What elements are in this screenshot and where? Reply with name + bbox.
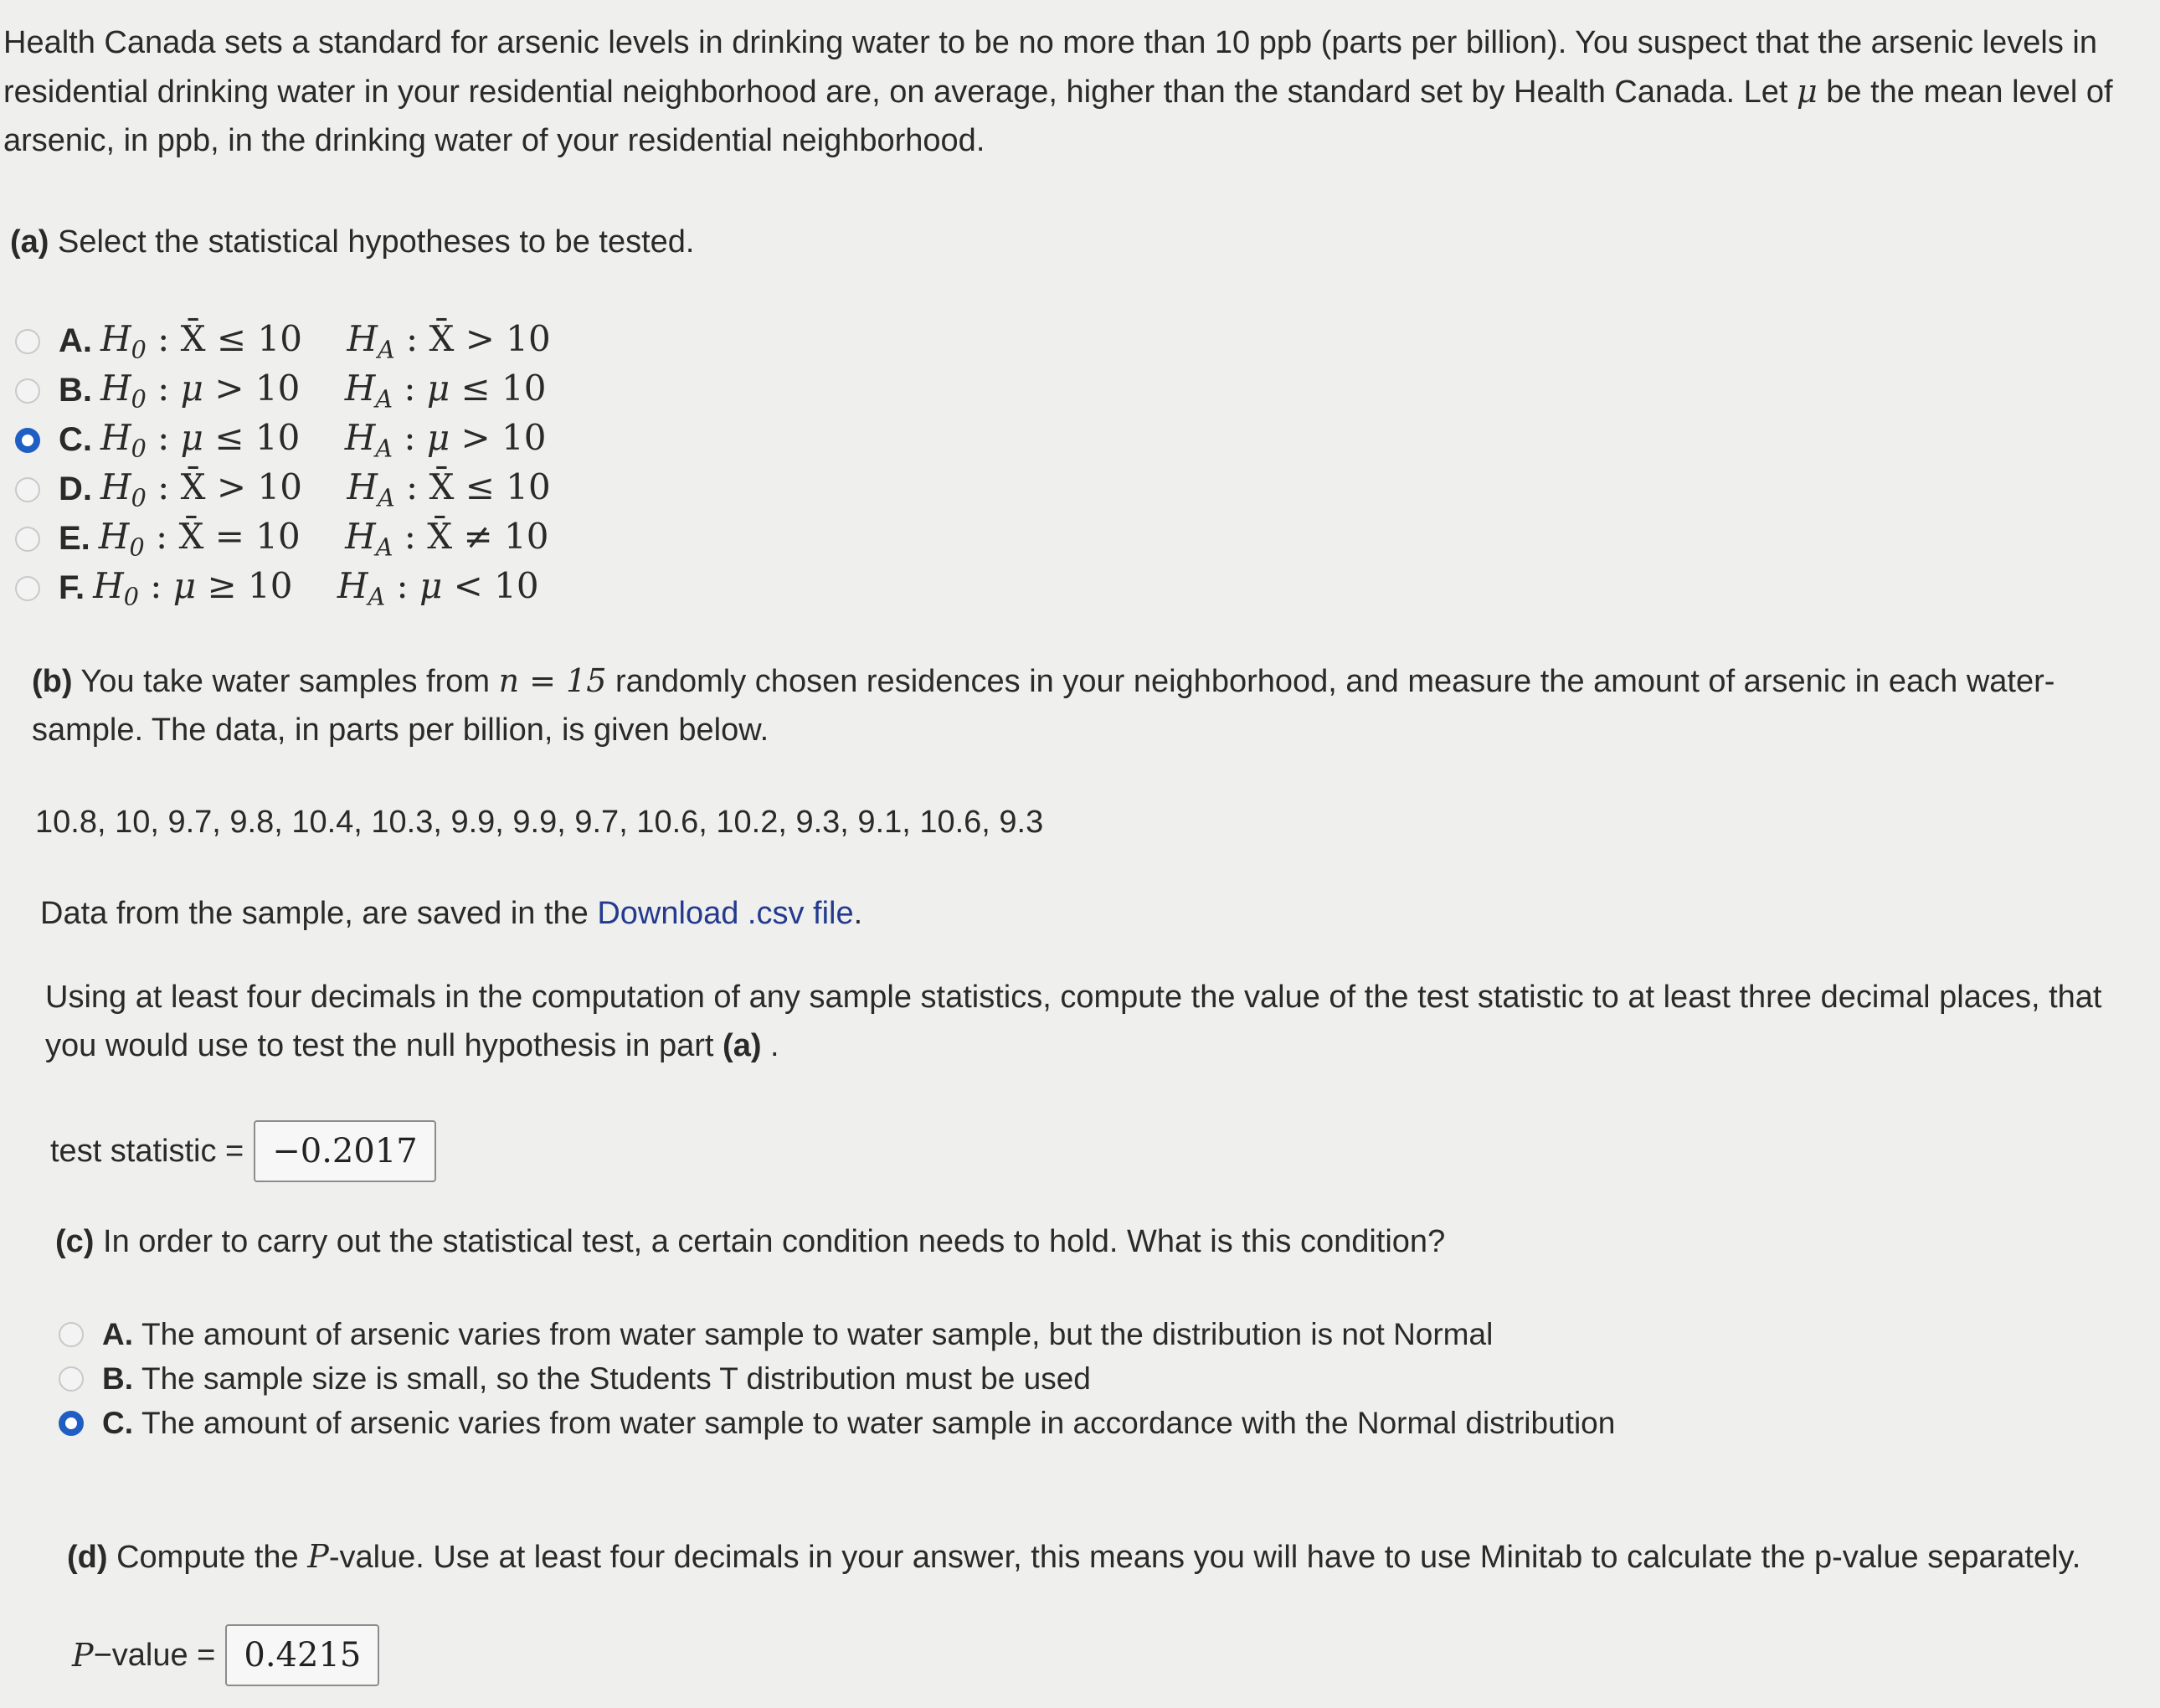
radio-d[interactable] [15,477,40,502]
part-a-reference: (a) [723,1028,762,1063]
part-b-label: (b) [32,664,73,699]
option-letter: D. [59,471,92,507]
condition-option-b[interactable] [59,1356,1615,1401]
option-letter: F. [59,569,85,606]
csv-line [40,889,862,938]
test-statistic-row [50,1120,436,1182]
radio-b[interactable] [15,378,40,404]
n-expression: n = 15 [498,662,607,699]
option-letter: C. [59,421,92,458]
part-c-text: In order to carry out the statistical test, a certain condition needs to hold. What is this condition? [103,1224,1446,1259]
option-b[interactable] [15,366,551,415]
option-e[interactable] [15,514,551,563]
part-d-text: Compute the [116,1540,308,1575]
test-statistic-label: test statistic = [50,1133,244,1169]
instruction-text: Using at least four decimals in the computation of any sample statistics, compute the value of the test statistic to at least three decimal places, that you would use to test the null hypothesis in part [45,980,2102,1063]
mu-symbol: μ [1797,73,1818,110]
part-d-label: (d) [67,1540,108,1575]
radio-condition-c-selected[interactable] [59,1411,84,1436]
hypothesis-expression: $H_0$ : X̄ ≤ 10 $H_A$ : X̄ > 10 [100,318,551,364]
csv-text: Data from the sample, are saved in the [40,896,598,931]
option-letter: A. [102,1316,133,1351]
radio-condition-a[interactable] [59,1322,84,1347]
option-letter: A. [59,322,92,359]
test-statistic-input[interactable]: −0.2017 [254,1120,435,1182]
hypothesis-expression: $H_0$ : μ > 10 $H_A$ : μ ≤ 10 [100,368,547,414]
option-text: The sample size is small, so the Students T distribution must be used [141,1361,1091,1396]
part-b-text-end: randomly chosen residences in your neighborhood, and measure the amount of arsenic in each water-sample. The data, in parts per billion, is given below. [32,664,2055,748]
hypothesis-expression: $H_0$ : X̄ = 10 $H_A$ : X̄ ≠ 10 [98,516,549,562]
option-letter: E. [59,520,90,557]
option-c[interactable] [15,415,551,465]
condition-option-a[interactable] [59,1312,1615,1356]
intro-text: Health Canada sets a standard for arsenic levels in drinking water to be no more than 10 ppb (parts per billion). You suspect that the arsenic levels in residential drinking water in your residential neighborhood are, on average, higher than the standard set by Health Canada. Let [3,25,2097,110]
p-value-label: −value = [93,1637,216,1673]
radio-e[interactable] [15,527,40,552]
option-letter: B. [59,372,92,409]
option-d[interactable] [15,465,551,514]
radio-f[interactable] [15,576,40,601]
part-d-prompt [67,1532,2143,1582]
option-text: The amount of arsenic varies from water sample to water sample, but the distribution is not Normal [141,1316,1494,1351]
intro-paragraph [3,18,2138,165]
part-b-prompt [32,656,2125,754]
part-c-label: (c) [55,1224,95,1259]
p-value-input[interactable]: 0.4215 [225,1624,379,1686]
download-csv-link[interactable]: Download .csv file [597,896,854,931]
p-value-symbol: P [72,1637,94,1674]
radio-c-selected[interactable] [15,428,40,453]
part-a-text: Select the statistical hypotheses to be tested. [58,224,695,260]
data-values: 10.8, 10, 9.7, 9.8, 10.4, 10.3, 9.9, 9.9, 9.7, 10.6, 10.2, 9.3, 9.1, 10.6, 9.3 [35,805,1044,840]
radio-a[interactable] [15,329,40,354]
part-a-label: (a) [10,224,49,260]
option-f[interactable] [15,563,551,613]
hypothesis-expression: $H_0$ : μ ≥ 10 $H_A$ : μ < 10 [93,565,539,611]
part-b-text: You take water samples from [80,664,499,699]
csv-period: . [853,896,863,931]
radio-condition-b[interactable] [59,1366,84,1392]
p-value-row [72,1624,379,1686]
hypothesis-expression: $H_0$ : μ ≤ 10 $H_A$ : μ > 10 [100,417,547,463]
hypothesis-expression: $H_0$ : X̄ > 10 $H_A$ : X̄ ≤ 10 [100,466,551,512]
condition-options [59,1312,1615,1445]
intro-text-end: be the mean level of arsenic, in ppb, in the drinking water of your residential neighborhood. [3,75,2113,158]
instruction-end: . [761,1028,779,1063]
part-d-text-end: -value. Use at least four decimals in your answer, this means you will have to use Minitab to calculate the p-value separately. [328,1540,2081,1575]
instruction-paragraph [45,973,2130,1070]
option-a[interactable] [15,316,551,366]
option-letter: C. [102,1405,133,1440]
hypotheses-options [15,316,551,613]
option-text: The amount of arsenic varies from water sample to water sample in accordance with the Normal distribution [141,1405,1616,1440]
part-a-prompt [10,218,694,266]
p-symbol: P [307,1538,329,1575]
part-c-prompt [55,1217,1445,1266]
option-letter: B. [102,1361,133,1396]
condition-option-c[interactable] [59,1401,1615,1445]
